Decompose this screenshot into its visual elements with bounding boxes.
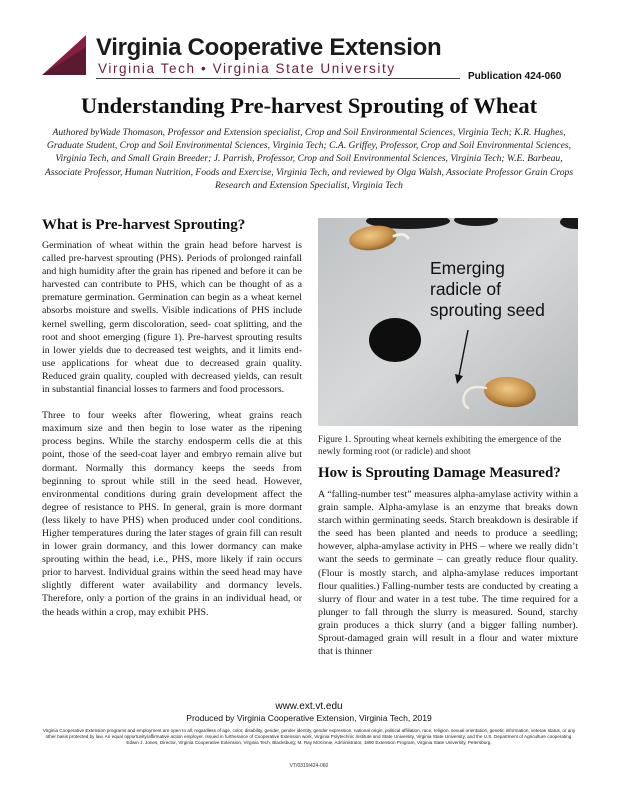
- left-column: [42, 216, 302, 619]
- university-names: Virginia Tech • Virginia State University: [98, 61, 396, 76]
- figure-caption: Figure 1. Sprouting wheat kernels exhibiting the emergence of the newly forming root (or radicle) and shoot: [318, 434, 562, 456]
- header-divider: [96, 78, 460, 79]
- right-column: [318, 433, 578, 658]
- body-paragraph-1: Germination of wheat within the grain head before harvest is called pre-harvest sprouting (PHS). Periods of prolonged rainfall and high humidity after the grain has ripened and before it can be harvested can contribute to PHS, which can be thought of as a premature germination. Germination can begin as a wheat kernel absorbs moisture and swells. Visible indications of PHS include kernel swelling, germ discoloration, seed- coat splitting, and the root and shoot emerging (figure 1). Pre-harvest sprouting results in lower yields due to decreased test weights, and it limits end-use applications for wheat due to decreased grain quality. Reduced grain quality, coupled with decreased yields, can result in substantial financial losses to farmers and food processors.: [42, 240, 302, 396]
- author-credits: Authored byWade Thomason, Professor and Extension specialist, Crop and Soil Environmental Sciences, Virginia Tech; K.R. Hughes, Graduate Student, Crop and Soil Environmental Sciences, Virginia Tech; C.A. Griffey, Professor, Crop and Soil Environmental Sciences, Virginia Tech, and Small Grain Breeder; J. Parrish, Professor, Crop and Soil Environmental Sciences, Virginia Tech; W.E. Barbeau, Associate Professor, Human Nutrition, Foods and Exercise, Virginia Tech, and reviewed by Olga Walsh, Associate Professor Grain Crops Research and Extension Specialist, Virginia Tech: [44, 127, 574, 191]
- figure-label-line-2: radicle of: [430, 279, 502, 299]
- footer-produced-by: Produced by Virginia Cooperative Extension, Virginia Tech, 2019: [186, 713, 432, 723]
- organization-name: Virginia Cooperative Extension: [96, 34, 442, 61]
- vce-logo-mark: [42, 35, 86, 75]
- figure-photo-sprouting-seeds: [318, 218, 578, 426]
- figure-label-line-1: Emerging: [430, 258, 505, 278]
- figure-label-line-3: sprouting seed: [430, 300, 545, 320]
- section-heading-how-measured: How is Sprouting Damage Measured?: [318, 465, 561, 481]
- footer-url[interactable]: www.ext.vt.edu: [275, 701, 343, 712]
- section-heading-what-is: What is Pre-harvest Sprouting?: [42, 217, 246, 233]
- footer-document-code: VT/0319/424-060: [289, 763, 329, 769]
- footer-legal-notice: Virginia Cooperative Extension programs and employment are open to all, regardless of age, color, disability, gender, gender identity, gender expression, national origin, political affiliation, race, religion, sexual orientation, genetic information, veteran status, or any other basis protected by law. An equal opportunity/affirmative action employer. Issued in furtherance of Cooperative Extension work, Virginia Polytechnic Institute and State University, Virginia State University, and the U.S. Department of Agriculture cooperating. Edwin J. Jones, Director, Virginia Cooperative Extension, Virginia Tech, Blacksburg; M. Ray McKinnie, Administrator, 1890 Extension Program, Virginia State University, Petersburg.: [42, 728, 576, 745]
- body-paragraph-3: A “falling-number test” measures alpha-amylase activity within a grain sample. Alpha-amylase is an enzyme that breaks down starch within germinating seeds. Starch breakdown is desirable if the seed has been planted and needs to produce a seedling; however, alpha-amylase activity in PHS – where we really didn’t want the seeds to germinate – can greatly reduce flour quality. (Flour is mostly starch, and alpha-amylase reduces important flour qualities.) Falling-number tests are conducted by creating a slurry of flour and water in a test tube. The time required for a plunger to fall through the slurry is measured. Sound, starchy grain produces a thick slurry (and a bigger falling number). Sprout-damaged grain will result in a flour and water mixture that is thinner: [318, 489, 578, 658]
- page-title: Understanding Pre-harvest Sprouting of Wheat: [80, 93, 538, 118]
- publication-number: Publication 424-060: [468, 71, 562, 82]
- body-paragraph-2: Three to four weeks after flowering, wheat grains reach maximum size and then begin to lose water as the ripening process begins. While the starchy endosperm cells die at this point, those of the seed-coat layer and embryo remain alive but dormant. Normally this dormancy keeps the seeds from beginning to sprout while still in the seed head. However, environmental conditions during grain development affect the degree of resistance to PHS. In general, grain is more dormant (less likely to have PHS) when produced under cool conditions. Higher temperatures during the later stages of grain fill can result in lower grain dormancy, and this lower dormancy can make sprouting within the head, i.e., PHS, more likely if rain occurs prior to harvest. Individual grains within the seed head may have slightly different water availability and dormancy levels. Therefore, only a portion of the grains in an individual head, or the heads within a crop, may exhibit PHS.: [42, 410, 302, 618]
